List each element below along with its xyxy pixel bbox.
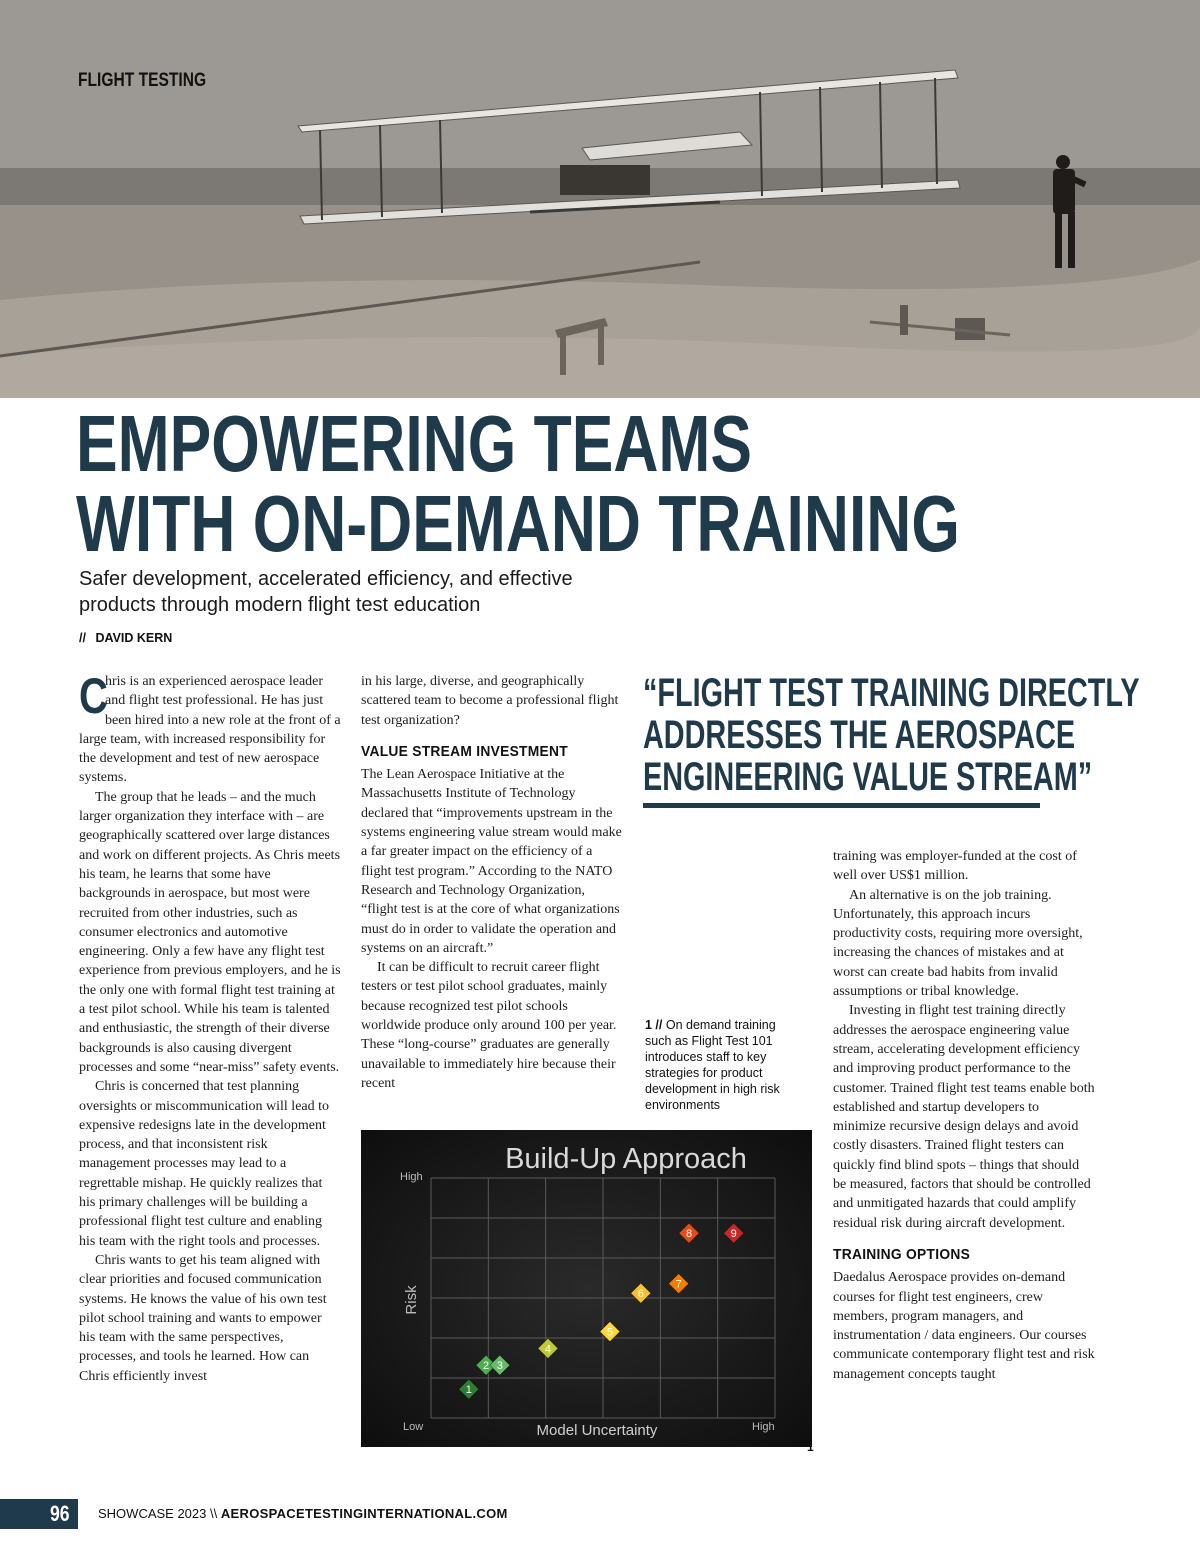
paragraph-text: hris is an experienced aerospace leader and flight test professional. He has just been hired into a new role at the front of a large team, with increased responsibility for the development and test of new aerospace systems. bbox=[79, 674, 341, 786]
website-link[interactable]: AEROSPACETESTINGINTERNATIONAL.COM bbox=[220, 1506, 508, 1521]
pull-quote-line: ADDRESSES THE AEROSPACE bbox=[643, 713, 1076, 757]
x-tick-label: High bbox=[752, 1421, 775, 1433]
footer-text bbox=[98, 1506, 508, 1521]
article-column-2 bbox=[361, 672, 623, 1093]
paragraph: An alternative is on the job training. Unfortunately, this approach incurs productivity costs, requiring more oversight, increasing the chances of mistakes and at worst can create bad habits from invalid assumptions or tribal knowledge. bbox=[833, 887, 1083, 1000]
build-up-chart bbox=[361, 1130, 812, 1447]
byline bbox=[79, 631, 172, 645]
chart-title: Build-Up Approach bbox=[505, 1143, 747, 1175]
headline bbox=[76, 399, 960, 568]
y-tick-label: High bbox=[400, 1171, 423, 1183]
paragraph: Investing in flight test training directly addresses the aerospace engineering value stream, accelerating development efficiency and improving product performance to the customer. Trained flight test teams enable both established and startup developers to minimize recursive design delays and avoid costly disasters. Trained flight testers can quickly find blind spots – things that should be measured, factors that should be controlled and unmitigated hazards that could amplify residual risk during aircraft development. bbox=[833, 1003, 1095, 1231]
article-column-3 bbox=[833, 847, 1095, 1384]
subhead-line-1: Safer development, accelerated efficiency, and effective bbox=[79, 568, 573, 590]
footer-separator: \\ bbox=[210, 1506, 218, 1521]
chart-point-label: 4 bbox=[544, 1343, 552, 1356]
paragraph: Daedalus Aerospace provides on-demand courses for flight test engineers, crew members, program managers, and instrumentation / data engineers. Our courses communicate contemporary flight test and risk management concepts taught bbox=[833, 1270, 1095, 1382]
paragraph: in his large, diverse, and geographically scattered team to become a professional flight test organization? bbox=[361, 674, 619, 728]
section-heading: TRAINING OPTIONS bbox=[833, 1245, 971, 1263]
pull-quote bbox=[643, 671, 1140, 799]
issue-name: SHOWCASE 2023 bbox=[98, 1506, 207, 1521]
chart-point-label: 6 bbox=[637, 1288, 644, 1301]
hero-photo bbox=[0, 0, 1200, 398]
paragraph: The Lean Aerospace Initiative at the Massachusetts Institute of Technology declared that “improvements upstream in the systems engineering value stream would make a far greater impact on the efficiency of a flight test program.” According to the NATO Research and Technology Organization, “flight test is at the core of what organizations must do in order to validate the operation and systems on an aircraft.” bbox=[361, 767, 622, 956]
pull-quote-rule bbox=[643, 803, 1040, 808]
page-footer bbox=[0, 1499, 1200, 1529]
chart-point-label: 8 bbox=[685, 1228, 693, 1241]
chart-point-label: 2 bbox=[482, 1360, 490, 1373]
caption-text: On demand training such as Flight Test 101 introduces staff to key strategies for product development in high risk environments bbox=[645, 1018, 780, 1112]
article-column-1 bbox=[79, 668, 341, 1386]
chart-point-label: 9 bbox=[730, 1228, 737, 1241]
chart-point-label: 7 bbox=[675, 1278, 682, 1291]
chart-point-label: 1 bbox=[465, 1384, 472, 1397]
figure-caption bbox=[645, 1017, 805, 1113]
section-tag: FLIGHT TESTING bbox=[78, 70, 207, 91]
paragraph: Chris wants to get his team aligned with clear priorities and focused communication systems. He knows the value of his own test pilot school training and wants to empower his team with the same perspectives, processes, and tools he learned. How can Chris efficiently invest bbox=[79, 1252, 327, 1384]
paragraph: It can be difficult to recruit career flight testers or test pilot school graduates, mainly because recognized test pilot schools worldwide produce only around 100 per year. These “long-course” graduates are generally unavailable to immediately hire because their recent bbox=[361, 960, 617, 1091]
paragraph: training was employer-funded at the cost of well over US$1 million. bbox=[833, 849, 1077, 884]
section-heading: VALUE STREAM INVESTMENT bbox=[361, 742, 568, 760]
wright-flyer-illustration bbox=[0, 0, 1200, 398]
chart-point-label: 3 bbox=[496, 1360, 503, 1373]
y-axis-label: Risk bbox=[403, 1285, 420, 1315]
headline-line-1: EMPOWERING TEAMS bbox=[76, 399, 753, 488]
chart-svg bbox=[361, 1130, 812, 1447]
caption-number: 1 // bbox=[645, 1018, 663, 1032]
page-number: 96 bbox=[50, 1501, 70, 1526]
x-axis-label: Model Uncertainty bbox=[536, 1422, 658, 1439]
drop-cap: C bbox=[79, 668, 108, 724]
paragraph bbox=[79, 668, 341, 788]
subhead bbox=[79, 566, 679, 618]
pull-quote-line: “FLIGHT TEST TRAINING DIRECTLY bbox=[643, 671, 1140, 715]
chart-point-label: 5 bbox=[606, 1326, 613, 1339]
figure-number: 1 bbox=[807, 1440, 814, 1454]
byline-author: DAVID KERN bbox=[95, 631, 173, 645]
x-tick-label: Low bbox=[403, 1421, 424, 1433]
subhead-line-2: products through modern flight test education bbox=[79, 594, 481, 616]
pull-quote-line: ENGINEERING VALUE STREAM” bbox=[643, 755, 1093, 799]
headline-line-2: WITH ON-DEMAND TRAINING bbox=[76, 479, 960, 568]
paragraph: The group that he leads – and the much larger organization they interface with – are geographically scattered over large distances and work on different projects. As Chris meets his team, he learns that some have backgrounds in aerospace, but most were recruited from other industries, such as consumer electronics and automotive engineering. Only a few have any flight test experience from previous employers, and he is the only one with formal flight test training at a test pilot school. While his team is talented and enthusiastic, the strength of their diverse backgrounds is also causing divergent processes and some “near-miss” safety events. bbox=[79, 789, 341, 1075]
paragraph: Chris is concerned that test planning oversights or miscommunication will lead to expensive redesigns late in the development process, and that inconsistent risk management processes may lead to a regrettable mishap. He quickly realizes that his primary challenges will be building a professional flight test culture and enabling his team with the right tools and processes. bbox=[79, 1079, 330, 1249]
byline-marker: // bbox=[79, 631, 86, 645]
